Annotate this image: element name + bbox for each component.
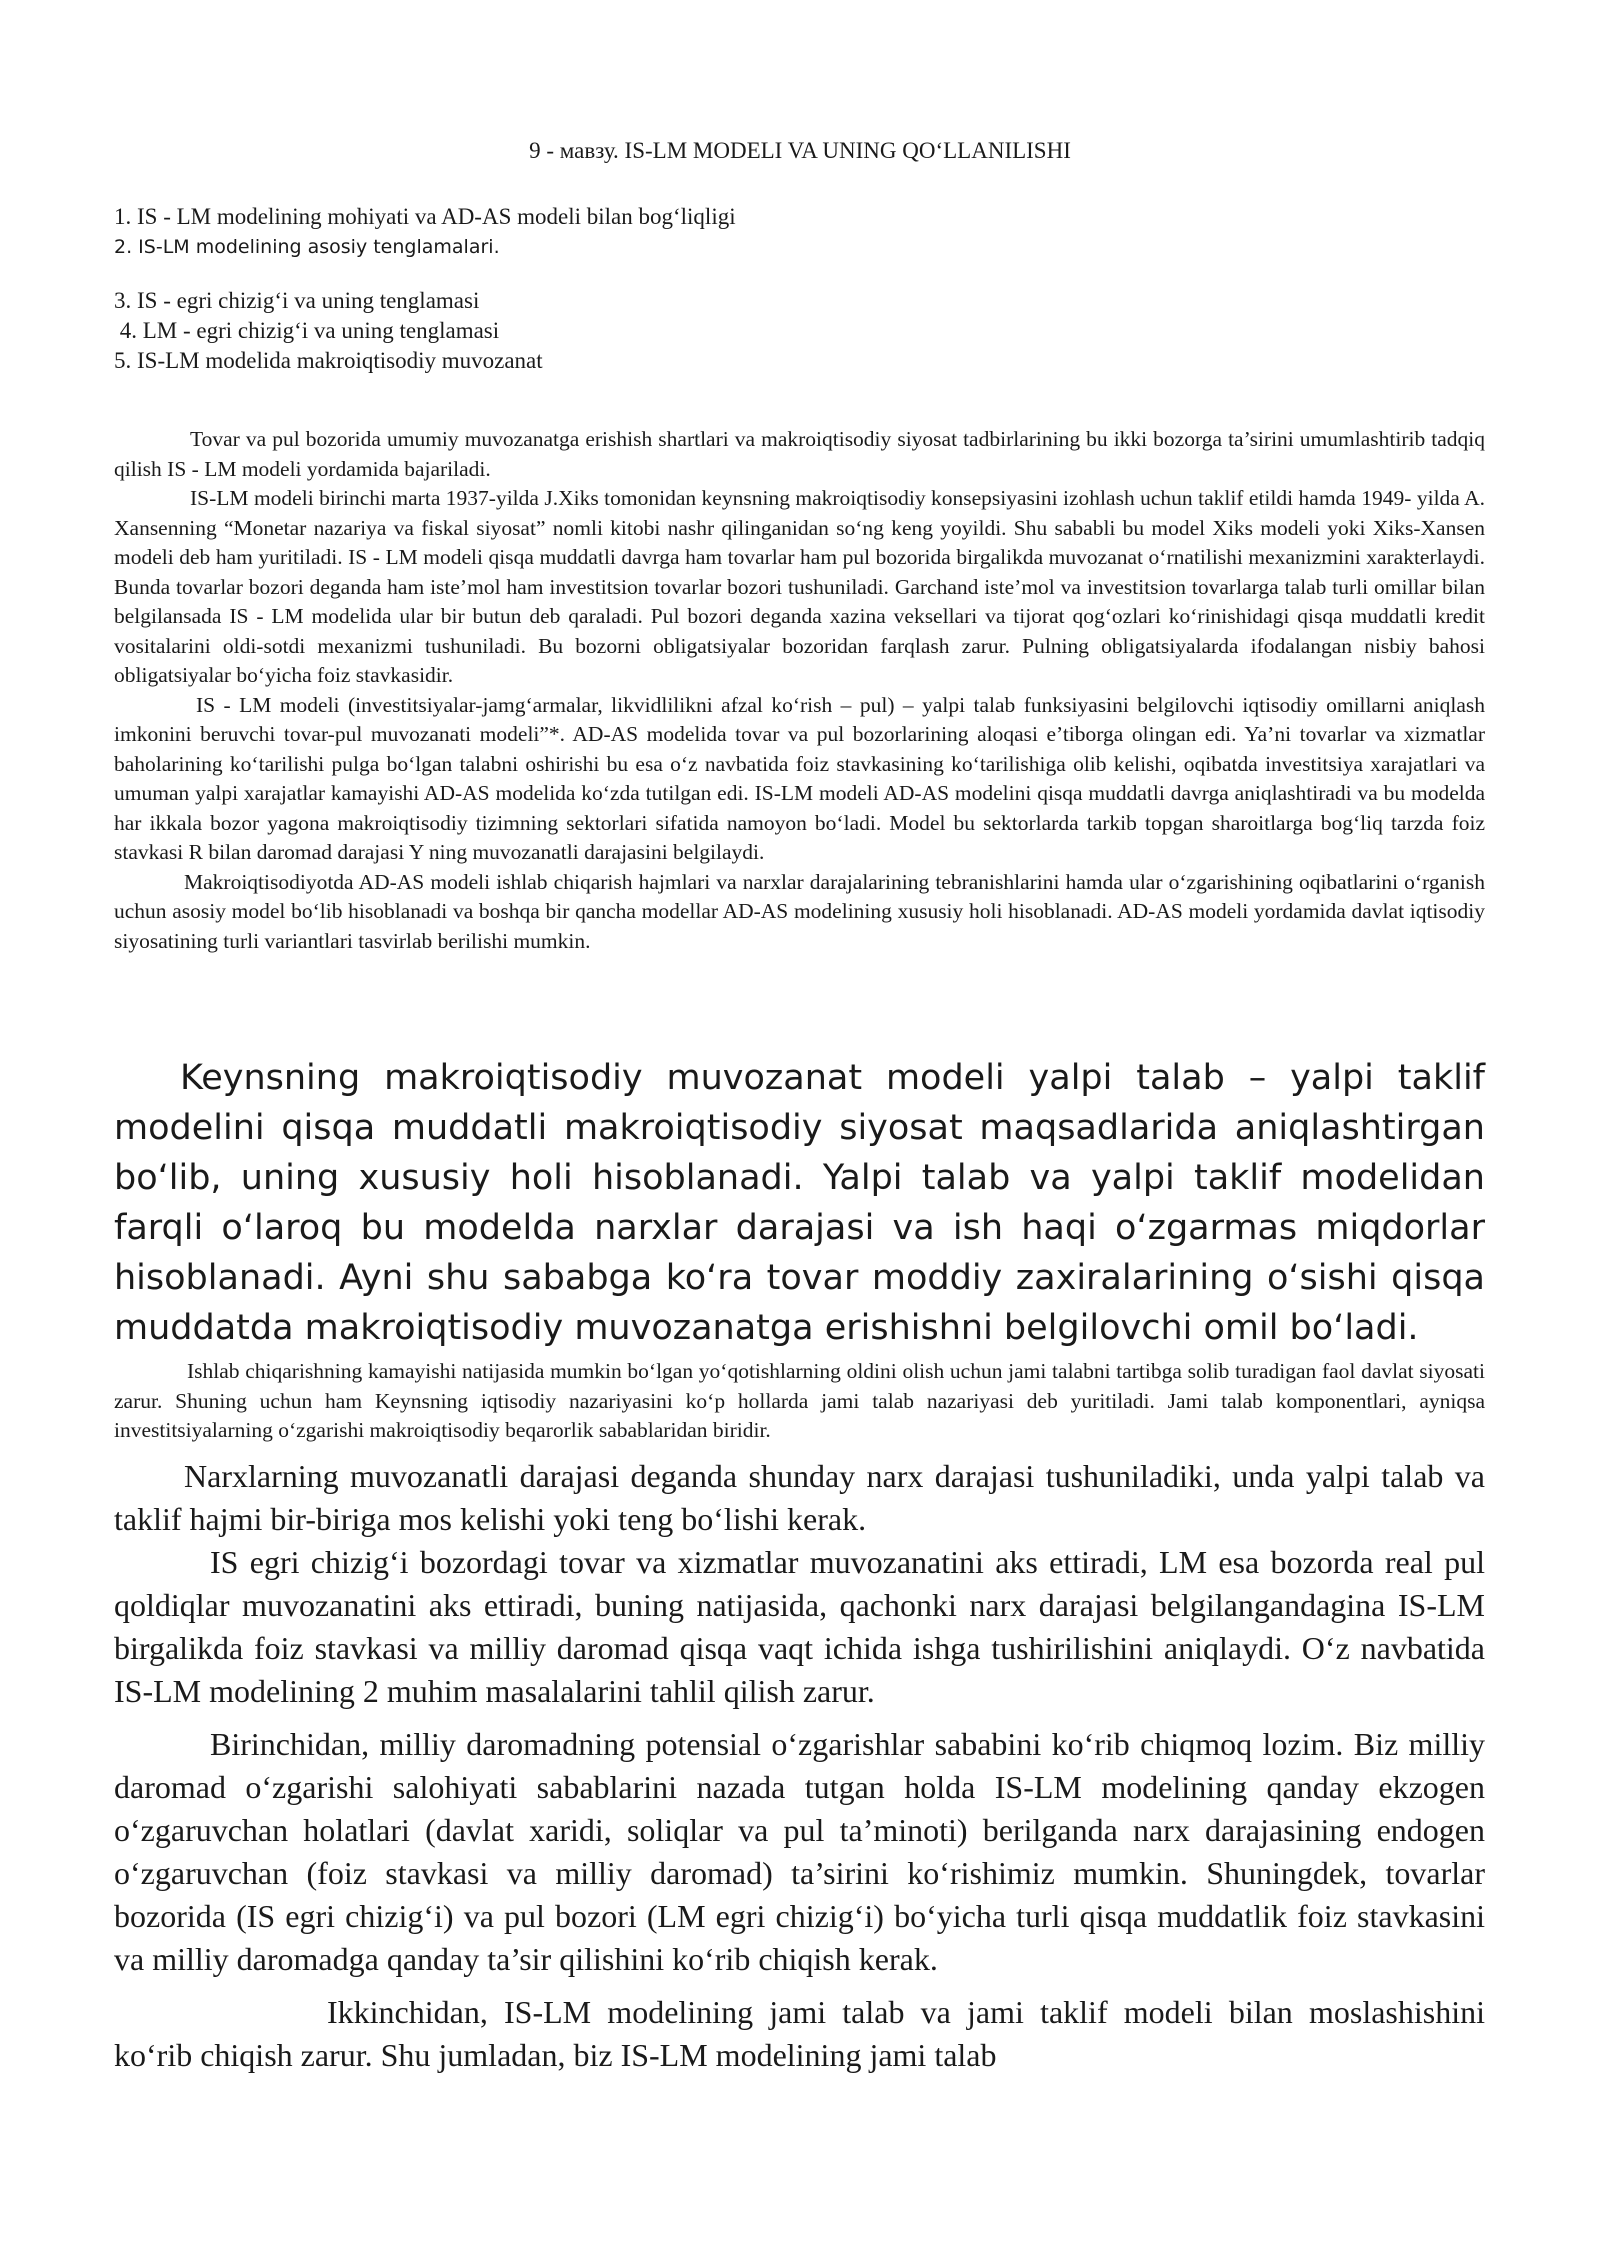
paragraph: Tovar va pul bozorida umumiy muvozanatga erishish shartlari va makroiqtisodiy siyosat tadbirlarining bu ikki bozorga ta’sirini umumlashtirib tadqiq qilish IS - LM modeli yordamida bajariladi. [114,427,1485,481]
toc-item: 4. LM - egri chizig‘i va uning tenglamasi [114,318,500,343]
toc-item: 5. IS-LM modelida makroiqtisodiy muvozanat [114,348,543,373]
body-text-large-sans [114,1053,1485,1353]
paragraph: Ishlab chiqarishning kamayishi natijasida mumkin bo‘lgan yo‘qotishlarning oldini olish uchun jami talabni tartibga solib turadigan faol davlat siyosati zarur. Shuning uchun ham Keynsning iqtisodiy nazariyasini ko‘p hollarda jami talab nazariyasi deb yuritiladi. Jami talab komponentlari, ayniqsa investitsiyalarning o‘zgarishi makroiqtisodiy beqarorlik sabablaridan biridir. [114,1359,1485,1442]
toc-item: 1. IS - LM modelining mohiyati va AD-AS modeli bilan bog‘liqligi [114,204,736,229]
toc-item: 3. IS - egri chizig‘i va uning tenglamasi [114,288,480,313]
document-title: 9 - мавзу. IS-LM MODELI VA UNING QO‘LLANILISHI [529,138,1071,163]
paragraph: IS egri chizig‘i bozordagi tovar va xizmatlar muvozanatini aks ettiradi, LM esa bozorda real pul qoldiqlar muvozanatini aks ettiradi, buning natijasida, qachonki narx darajasi belgilangandagina IS-LM birgalikda foiz stavkasi va milliy daromad qisqa vaqt ichida ishga tushirilishini aniqlaydi. O‘z navbatida IS-LM modelining 2 muhim masalalarini tahlil qilish zarur. [114,1544,1485,1709]
paragraph: Makroiqtisodiyotda AD-AS modeli ishlab chiqarish hajmlari va narxlar darajalarining tebranishlarini hamda ular o‘zgarishining oqibatlarini o‘rganish uchun asosiy model bo‘lib hisoblanadi va boshqa bir qancha modellar AD-AS modelining xususiy holi hisoblanadi. AD-AS modeli yordamida davlat iqtisodiy siyosatining turli variantlari tasvirlab berilishi mumkin. [114,869,1485,953]
body-text-large [114,1455,1485,2077]
paragraph: Ikkinchidan, IS-LM modelining jami talab va jami taklif modeli bilan moslashishini ko‘rib chiqish zarur. Shu jumladan, biz IS-LM modelining jami talab [114,1994,1485,2073]
body-text-small [114,425,1485,956]
paragraph: Narxlarning muvozanatli darajasi deganda shunday narx darajasi tushuniladiki, unda yalpi talab va taklif hajmi bir-biriga mos kelishi yoki teng bo‘lishi kerak. [114,1458,1485,1537]
paragraph: IS-LM modeli birinchi marta 1937-yilda J.Xiks tomonidan keynsning makroiqtisodiy konsepsiyasini izohlash uchun taklif etildi hamda 1949- yilda A. Xansenning “Monetar nazariya va fiskal siyosat” nomli kitobi nashr qilinganidan so‘ng keng yoyildi. Shu sababli bu model Xiks modeli yoki Xiks-Xansen modeli deb ham yuritiladi. IS - LM modeli qisqa muddatli davrga ham tovarlar ham pul bozorida birgalikda muvozanat o‘rnatilishi mexanizmini xarakterlaydi. Bunda tovarlar bozori deganda ham iste’mol ham investitsion tovarlar bozori tushuniladi. Garchand iste’mol va investitsion tovarlarga talab turli omillar bilan belgilansada IS - LM modelida ular bir butun deb qaraladi. Pul bozori deganda xazina veksellari va tijorat qog‘ozlari ko‘rinishidagi qisqa muddatli kredit vositalarini oldi-sotdi mexanizmi tushuniladi. Bu bozorni obligatsiyalar bozoridan farqlash zarur. Pulning obligatsiyalarda ifodalangan nisbiy bahosi obligatsiyalar bo‘yicha foiz stavkasidir. [114,486,1485,687]
paragraph: Birinchidan, milliy daromadning potensial o‘zgarishlar sababini ko‘rib chiqmoq lozim. Biz milliy daromad o‘zgarishi salohiyati sabablarini nazada tutgan holda IS-LM modelining qanday ekzogen o‘zgaruvchan holatlari (davlat xaridi, soliqlar va pul ta’minoti) berilganda narx darajasining endogen o‘zgaruvchan (foiz stavkasi va milliy daromad) ta’sirini ko‘rishimiz mumkin. Shuningdek, tovarlar bozorida (IS egri chizig‘i) va pul bozori (LM egri chizig‘i) bo‘yicha turli qisqa muddatlik foiz stavkasini va milliy daromadga qanday ta’sir qilishini ko‘rib chiqish kerak. [114,1726,1485,1977]
body-text-mid [114,1357,1485,1446]
toc-spacer [114,262,736,286]
table-of-contents [114,202,736,376]
paragraph: Keynsning makroiqtisodiy muvozanat modeli yalpi talab – yalpi taklif modelini qisqa muddatli makroiqtisodiy siyosat maqsadlarida aniqlashtirgan bo‘lib, uning xususiy holi hisoblanadi. Yalpi talab va yalpi taklif modelidan farqli o‘laroq bu modelda narxlar darajasi va ish haqi o‘zgarmas miqdorlar hisoblanadi. Ayni shu sababga ko‘ra tovar moddiy zaxiralarining o‘sishi qisqa muddatda makroiqtisodiy muvozanatga erishishni belgilovchi omil bo‘ladi. [114,1058,1485,1348]
toc-item: 2. IS-LM modelining asosiy tenglamalari. [114,236,500,258]
paragraph: IS - LM modeli (investitsiyalar-jamg‘armalar, likvidlilikni afzal ko‘rish – pul) – yalpi talab funksiyasini belgilovchi iqtisodiy omillarni aniqlash imkonini beruvchi tovar-pul muvozanati modeli”*. AD-AS modelida tovar va pul bozorlarining aloqasi e’tiborga olingan edi. Ya’ni tovarlar va xizmatlar baholarining ko‘tarilishi pulga bo‘lgan talabni oshirishi bu esa o‘z navbatida foiz stavkasining ko‘tarilishiga olib kelishi, oqibatda investitsiya xarajatlari va umuman yalpi xarajatlar kamayishi AD-AS modelida ko‘zda tutilgan edi. IS-LM modeli AD-AS modelini qisqa muddatli davrga aniqlashtiradi va bu modelda har ikkala bozor yagona makroiqtisodiy tizimning sektorlari sifatida namoyon bo‘ladi. Model bu sektorlarda tarkib topgan sharoitlarga bog‘liq tarzda foiz stavkasi R bilan daromad darajasi Y ning muvozanatli darajasini belgilaydi. [114,692,1485,864]
